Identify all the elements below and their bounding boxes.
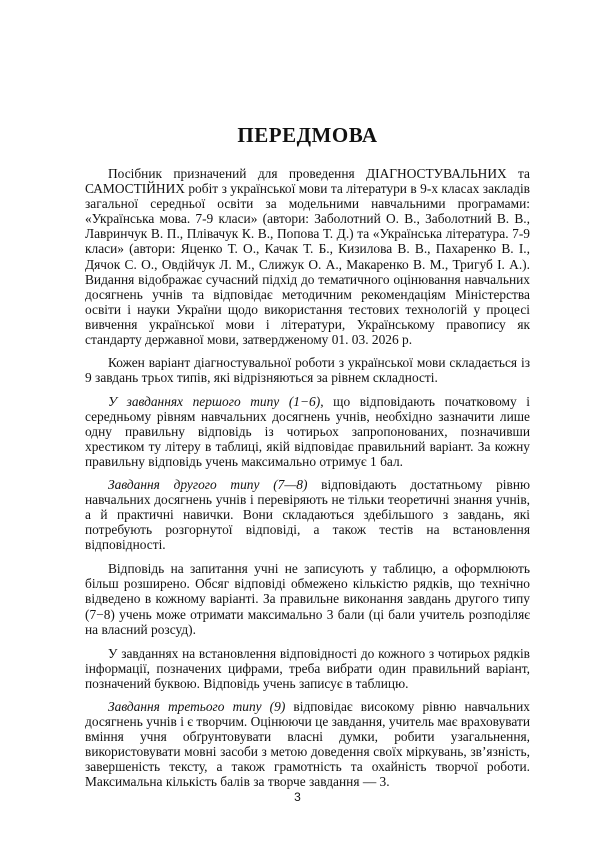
document-body [85,166,530,797]
paragraph-text: Посібник призначений для проведення ДІАГНОСТУВАЛЬНИХ та САМОСТІЙНИХ робіт з української мови та літератури в 9-х класах закладів загальної середньої освіти за модельними навчальними програмами: «Українська мова. 7-9 класи» (автори: Заболотний О. В., Заболотний В. В., Лавринчук В. П., Плівачук К. В., Попова Т. Д.) та «Українська література. 7-9 класи» (автори: Яценко Т. О., Качак Т. Б., Кизилова В. В., Пахаренко В. І., Дячок С. О., Овдійчук Л. М., Слижук О. А., Макаренко В. М., Тригуб І. А.). Видання відображає сучасний підхід до тематичного оцінювання навчальних досягнень учнів та відповідає методичним рекомендаціям Міністерства освіти і науки України щодо використання тестових технологій у процесі вивчення української мови і літератури, Українському правопису як стандарту державної мови, затвердженому 01. 03. 2026 р. [85,166,530,348]
page-number: 3 [294,790,301,804]
paragraph-type-two [85,477,530,552]
paragraph-text: Відповідь на запитання учні не записують у таблицю, а оформлюють більш розширено. Обсяг відповіді обмежено кількістю рядків, що технічно відведено в кожному варіанті. За правильне виконання завдань другого типу (7−8) учень може отримати максимально 3 бали (ці бали учитель розподіляє на власний розсуд). [85,561,530,637]
paragraph-answer-format [85,561,530,636]
paragraph-type-one [85,394,530,469]
paragraph-text: відповідають достатньому рівню навчальних досягнень учнів і перевіряють не тільки теоретичні знання учнів, а й практичні навички. Вони складаються здебільшого з завдань, які потребують розгорнутої відповіді, а також тестів на встановлення відповідності. [85,476,530,553]
page-title: ПЕРЕДМОВА [237,123,378,147]
paragraph-text: , що відповідають початковому і середньому рівням навчальних досягнень учнів, необхідно зазначити лише одну правильну відповідь із чотирьох запропонованих, позначивши хрестиком ту літеру в таблиці, якій відповідає правильний варіант. За кожну правильну відповідь учень максимально отримує 1 бал. [85,393,530,470]
paragraph-intro [85,166,530,347]
paragraph-lead-italic: У завданнях першого типу (1−6) [108,393,321,409]
paragraph-lead-italic: Завдання другого типу (7—8) [108,476,308,492]
paragraph-text: У завданнях на встановлення відповідності до кожного з чотирьох рядків інформації, позначених цифрами, треба вибрати один правильний варіант, позначений буквою. Відповідь учень записує в таблицю. [85,645,530,691]
document-page [85,0,530,848]
paragraph-text: відповідає високому рівню навчальних досягнень учнів і є творчим. Оцінюючи це завдання, учитель має враховувати вміння учня обґрунтовувати власні думки, робити узагальнення, використовувати мовні засоби з метою доведення своїх міркувань, зв’язність, завершеність тексту, а також грамотність та охайність творчої роботи. Максимальна кількість балів за творче завдання — 3. [85,698,530,789]
paragraph-type-three [85,699,530,790]
paragraph-text: Кожен варіант діагностувальної роботи з української мови складається із 9 завдань трьох типів, які відрізняються за рівнем складності. [85,354,530,385]
paragraph-lead-italic: Завдання третього типу (9) [108,698,286,714]
paragraph-structure [85,355,530,385]
paragraph-matching [85,646,530,691]
